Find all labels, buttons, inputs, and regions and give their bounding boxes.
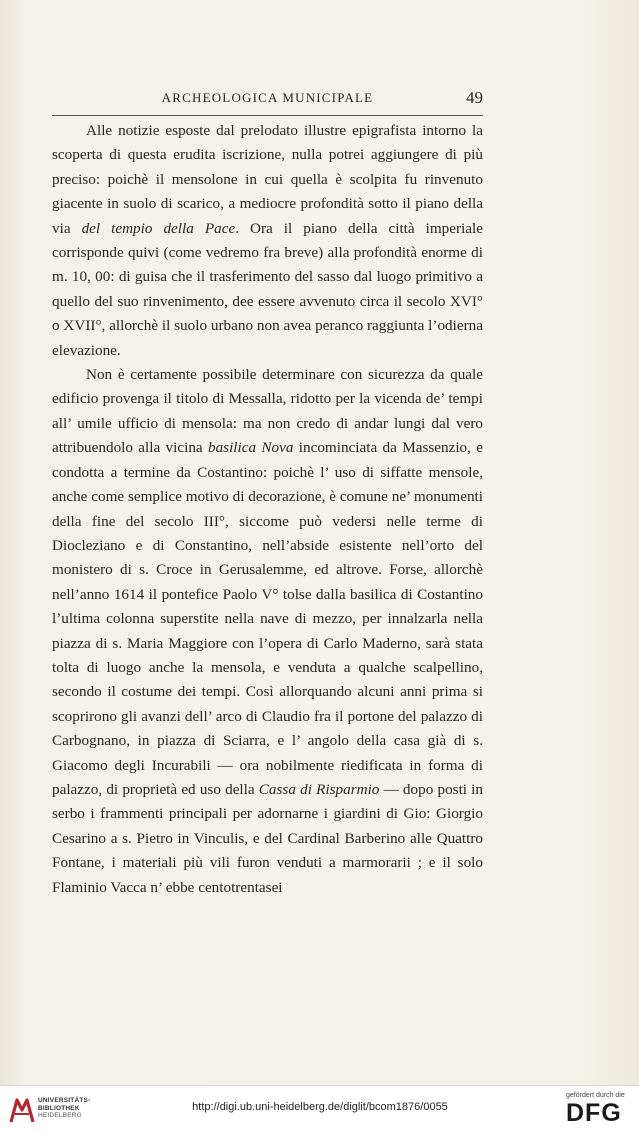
library-name: [38, 1097, 90, 1120]
text-run: Non è certamente possibile determinare con sicurezza da quale edificio provenga il titolo di Messalla, ridotto per la vicenda de’ tempi all’ umile ufficio di mensola: ma non credo di andar lungi dal vero attribuendolo alla vicina: [52, 366, 483, 457]
text-run: incominciata da Massenzio, e condotta a termine da Costantino: poichè l’ uso di siffatte mensole, anche come semplice motivo di decorazione, è comune ne’ monumenti della fine del secolo III°, siccome può vedersi nelle terme di Diocleziano e di Constantino, nell’abside esistente nell’orto del monistero di s. Croce in Gerusalemme, ed altrove. Forse, allorchè nell’anno 1614 il pontefice Paolo V° tolse dalla basilica di Costantino l’ultima colonna superstite nella nave di mezzo, per innalzarla nella piazza di s. Maria Maggiore con l’opera di Carlo Maderno, sarà stata tolta di luogo anche la mensola, e venduta a qualche scalpellino, secondo il costume dei tempi. Così allorquando alcuni anni prima si scoprirono gli avanzi dell’ arco di Claudio fra il portone del palazzo di Carbognano, in piazza di Sciarra, e l’ angolo della casa già di s. Giacomo degli Incurabili — ora nobilmente riedificata in forma di palazzo, di proprietà ed uso della: [52, 439, 484, 798]
viewer-footer: [0, 1085, 639, 1132]
text-run: Alle notizie esposte dal prelodato illustre epigrafista intorno la scoperta di questa erudita iscrizione, nulla potrei aggiungere di più preciso: poichè il mensolone in cui quella è scolpita fu rinvenuto giacente in suolo di scarico, a mediocre profondità sotto il piano della via: [52, 122, 483, 237]
library-name-line: HEIDELBERG: [38, 1112, 82, 1119]
library-name-line: BIBLIOTHEK: [38, 1104, 80, 1112]
permalink-url[interactable]: http://digi.ub.uni-heidelberg.de/diglit/bcom1876/0055: [192, 1101, 448, 1113]
paragraph: [52, 119, 483, 363]
paragraph: [52, 363, 483, 900]
italic-text: del tempio della Pace: [81, 219, 236, 237]
running-header: [52, 88, 483, 112]
dfg-logo-icon: DFG: [566, 1099, 622, 1127]
running-title: ARCHEOLOGICA MUNICIPALE: [161, 90, 374, 105]
header-rule: [52, 115, 483, 116]
text-run: — dopo posti in serbo i frammenti principali per adornarne i giardini di Gio: Giorgio Cesarino a s. Pietro in Vinculis, e del Cardinal Barberino alle Quattro Fontane, i materiali più vili furon venduti a marmorarii ; e il solo Flaminio Vacca n’ ebbe centotrentasei: [52, 780, 483, 896]
university-library-logo-icon: [8, 1094, 36, 1124]
italic-text: basilica Nova: [207, 439, 294, 457]
text-run: . Ora il piano della città imperiale corrisponde quivi (come vedremo fra breve) alla profondità enorme di m. 10, 00: di guisa che il trasferimento del sasso dal luogo primitivo a quello del suo rinvenimento, dee essere avvenuto circa il secolo XVI° o XVII°, allorchè il suolo urbano non avea peranco raggiunta l’odierna elevazione.: [52, 219, 483, 359]
funder-note: gefördert durch die: [566, 1092, 625, 1099]
body-text: [52, 119, 483, 900]
library-name-line: UNIVERSITÄTS-: [38, 1097, 91, 1104]
page-number: 49: [466, 88, 483, 107]
italic-text: Cassa di Risparmio: [258, 780, 380, 798]
